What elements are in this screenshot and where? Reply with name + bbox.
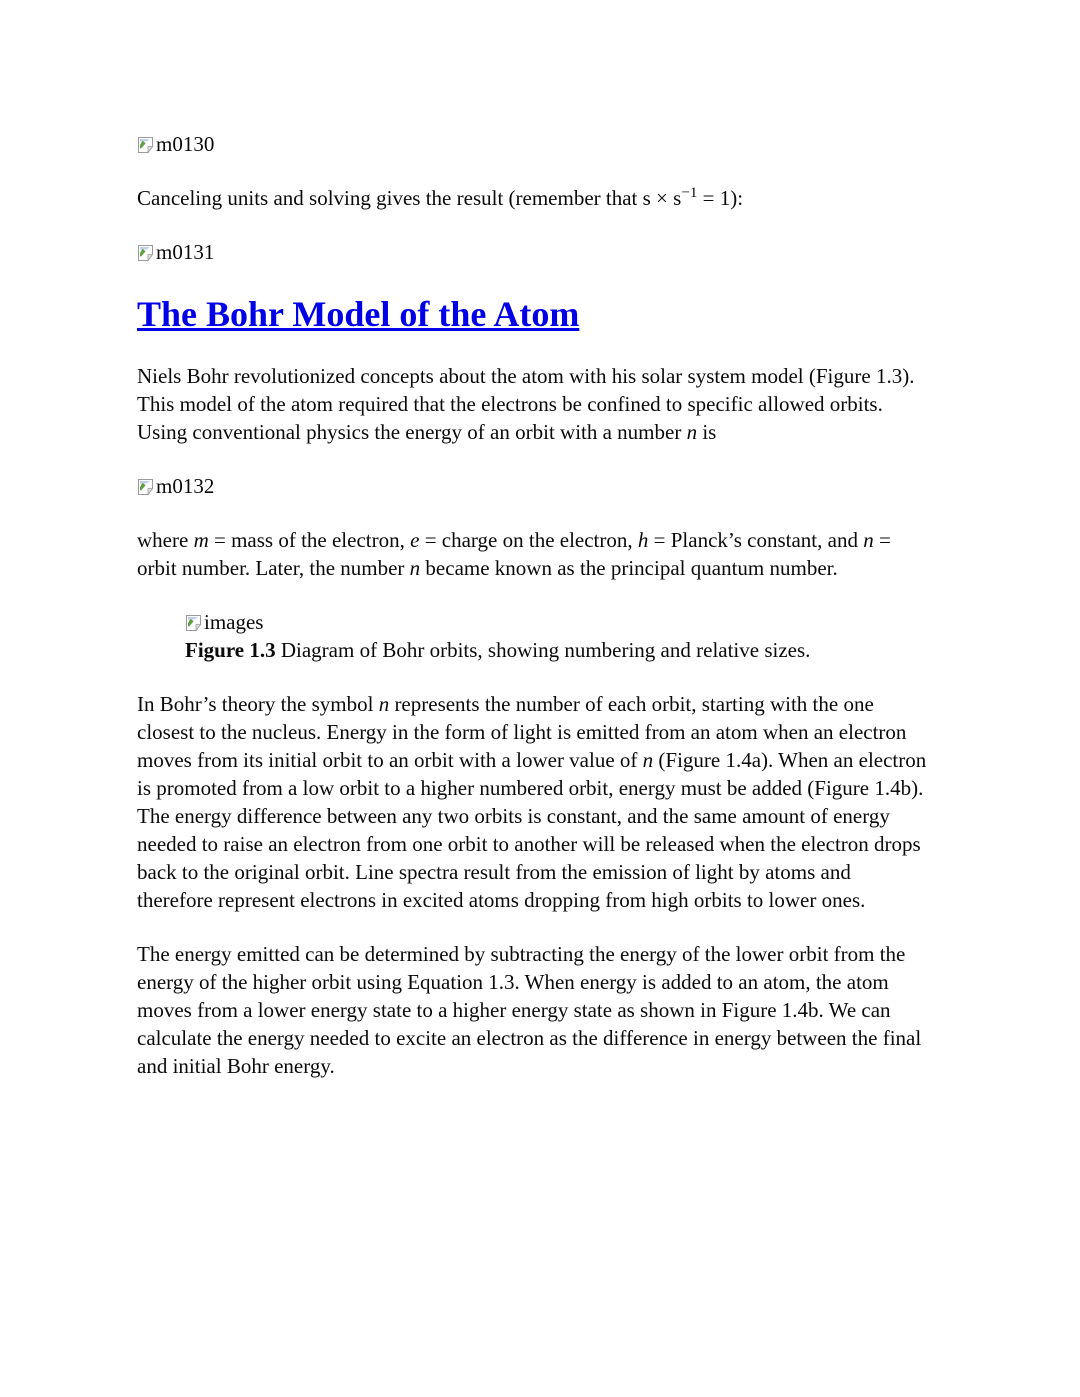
broken-image-block-m0132: [137, 472, 930, 500]
section-heading-link[interactable]: The Bohr Model of the Atom: [137, 294, 580, 334]
image-alt-text: m0132: [156, 474, 215, 498]
section-heading: [137, 292, 930, 336]
figure-block: [185, 608, 850, 664]
paragraph-canceling-units: Canceling units and solving gives the result (remember that $s \times s^{-1} = 1$):: [137, 185, 744, 210]
broken-image-block-m0130: [137, 130, 930, 158]
image-alt-text: m0130: [156, 132, 215, 156]
paragraph-energy-emitted: The energy emitted can be determined by subtracting the energy of the lower orbit from the energy of the higher orbit using Equation 1.3. When energy is added to an atom, the atom moves from a lower energy state to a higher energy state as shown in Figure 1.4b. We can calculate the energy needed to excite an electron as the difference in energy between the final and initial Bohr energy.: [137, 942, 922, 1078]
image-alt-text: m0131: [156, 240, 215, 264]
broken-image-icon: [185, 611, 202, 629]
broken-image-icon: [137, 241, 154, 259]
paragraph-bohr-theory: In Bohr’s theory the symbol n represents the number of each orbit, starting with the one closest to the nucleus. Energy in the form of light is emitted from an atom when an electron moves from its initial orbit to an orbit with a lower value of n (Figure 1.4a). When an electron is promoted from a low orbit to a higher numbered orbit, energy must be added (Figure 1.4b). The energy difference between any two orbits is constant, and the same amount of energy needed to raise an electron from one orbit to another will be released when the electron drops back to the original orbit. Line spectra result from the emission of light by atoms and therefore represent electrons in excited atoms dropping from high orbits to lower ones.: [137, 692, 927, 912]
paragraph-where-definitions: where m = mass of the electron, e = charge on the electron, h = Planck’s constant, and n = orbit number. Later, the number n became known as the principal quantum number.: [137, 528, 891, 580]
paragraph-niels-bohr: Niels Bohr revolutionized concepts about the atom with his solar system model (Figure 1.3). This model of the atom required that the electrons be confined to specific allowed orbits. Using conventional physics the energy of an orbit with a number n is: [137, 364, 915, 444]
figure-caption: Figure 1.3 Diagram of Bohr orbits, showing numbering and relative sizes.: [185, 638, 811, 662]
image-alt-text: images: [204, 610, 264, 634]
broken-image-block-m0131: [137, 238, 930, 266]
broken-image-icon: [137, 133, 154, 151]
broken-image-icon: [137, 475, 154, 493]
broken-image-block-figure: [185, 608, 850, 636]
